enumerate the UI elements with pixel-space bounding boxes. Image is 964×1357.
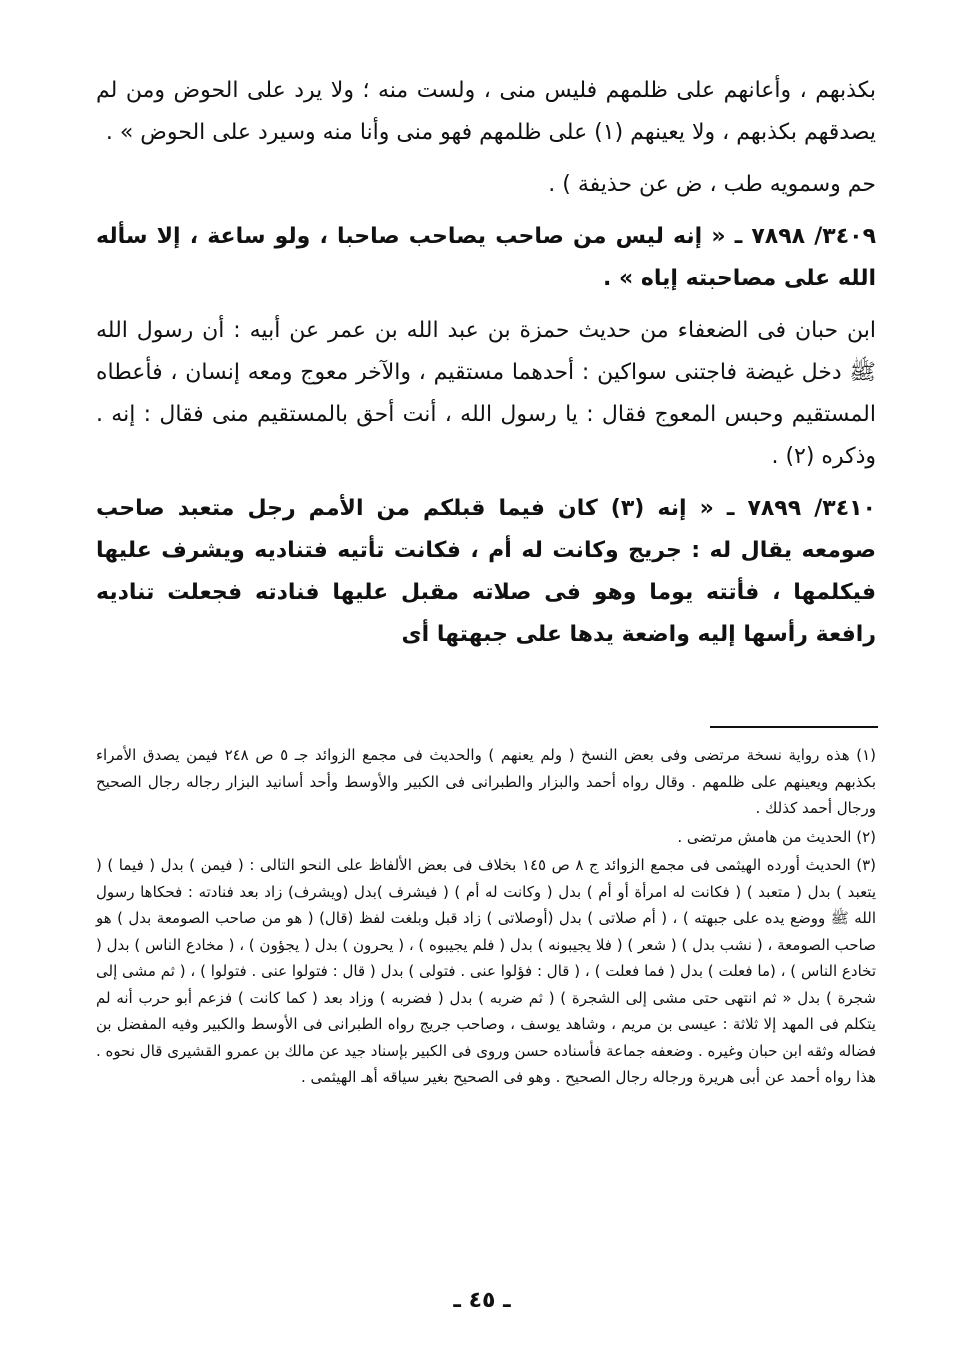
footnote-2: (٢) الحديث من هامش مرتضى . [677, 827, 876, 846]
footnote-1: (١) هذه رواية نسخة مرتضى وفى بعض النسخ ( ولم يعنهم ) والحديث فى مجمع الزوائد جـ ٥ ص ٢٤٨ فيمن يصدق الأمراء بكذبهم ويعينهم على ظلمهم . وقال رواه أحمد والبزار والطبرانى فى الكبير والأوسط وأحد أسانيد البزار رجاله رجال الصحيح ورجال أحمد كذلك . [96, 746, 877, 817]
main-text [96, 70, 876, 666]
hadith-text: « إنه ليس من صاحب يصاحب صاحبا ، ولو ساعة ، إلا سأله الله على مصاحبته إياه » . [96, 224, 876, 291]
paragraph-commentary: ابن حبان فى الضعفاء من حديث حمزة بن عبد الله بن عمر عن أبيه : أن رسول الله ﷺ دخل غيضة فاجتنى سواكين : أحدهما مستقيم ، والآخر معوج ومعه إنسان ، فأعطاه المستقيم وحبس المعوج فقال : يا رسول الله ، أنت أحق بالمستقيم منى فقال : إنه . وذكره (٢) . [96, 318, 876, 469]
paragraph-continuation: بكذبهم ، وأعانهم على ظلمهم فليس منى ، ولست منه ؛ ولا يرد على الحوض ومن لم يصدقهم بكذبهم ، ولا يعينهم (١) على ظلمهم فهو منى وأنا منه وسيرد على الحوض » . [96, 78, 876, 145]
hadith-3409 [96, 216, 876, 300]
footnote-divider [710, 726, 878, 728]
paragraph-source: حم وسمويه طب ، ض عن حذيفة ) . [548, 172, 876, 197]
footnotes [96, 742, 876, 1093]
hadith-text: « إنه (٣) كان فيما قبلكم من الأمم رجل متعبد صاحب صومعه يقال له : جريج وكانت له أم ، فكانت تأتيه فتناديه ويشرف عليها فيكلمها ، فأتته يوما وهو فى صلاته مقبل عليها فنادته فجعلت تناديه رافعة رأسها إليه واضعة يدها على جبهتها أى [96, 496, 876, 647]
hadith-number: ٣٤١٠/ ٧٨٩٩ ـ [726, 496, 876, 521]
hadith-3410 [96, 488, 876, 656]
hadith-number: ٣٤٠٩/ ٧٨٩٨ ـ [734, 224, 876, 249]
page-number: ـ ٤٥ ـ [453, 1288, 511, 1313]
footnote-3: (٣) الحديث أورده الهيثمى فى مجمع الزوائد ج ٨ ص ١٤٥ بخلاف فى بعض الألفاظ على النحو التالى : ( فيمن ) بدل ( فيما ) ( يتعبد ) بدل ( متعبد ) ( فكانت له امرأة أو أم ) بدل ( وكانت له أم ) ( فيشرف )بدل (ويشرف) زاد بعد فنادته : فحكاها رسول الله ﷺ ووضع يده على جبهته ) ، ( أم صلاتى ) بدل (أوصلاتى ) زاد قبل وبلغت لفظ (قال) ( هو من صاحب الصومعة بدل ) هو صاحب الصومعة ، ( نشب بدل ) ( شعر ) ( فلا يجيبونه ) بدل ( فلم يجيبوه ) ، ( يحرون ) بدل ( يجؤون ) ، ( مخادع الناس ) بدل ( تخادع الناس ) ، (ما فعلت ) بدل ( فما فعلت ) ، ( قال : فؤلوا عنى . فتولى ) بدل ( قال : فتولوا عنى . فتولوا ) ، ( ثم مشى إلى شجرة ) بدل « ثم انتهى حتى مشى إلى الشجرة ) ( ثم ضربه ) بدل ( فضربه ) وزاد بعد ( كما كانت ) فزعم أبو حرب أنه لم يتكلم فى المهد إلا ثلاثة : عيسى بن مريم ، وشاهد يوسف ، وصاحب جريج رواه الطبرانى فى الأوسط والكبير وفيه المفضل بن فضاله وثقه ابن حبان وغيره . وضعفه جماعة فأسناده حسن وروى فى الكبير بإسناد جيد عن مالك بن عمرو القشيرى قال نحوه . هذا رواه أحمد عن أبى هريرة ورجاله رجال الصحيح . وهو فى الصحيح بغير سياقه أهـ الهيثمى . [96, 856, 877, 1086]
